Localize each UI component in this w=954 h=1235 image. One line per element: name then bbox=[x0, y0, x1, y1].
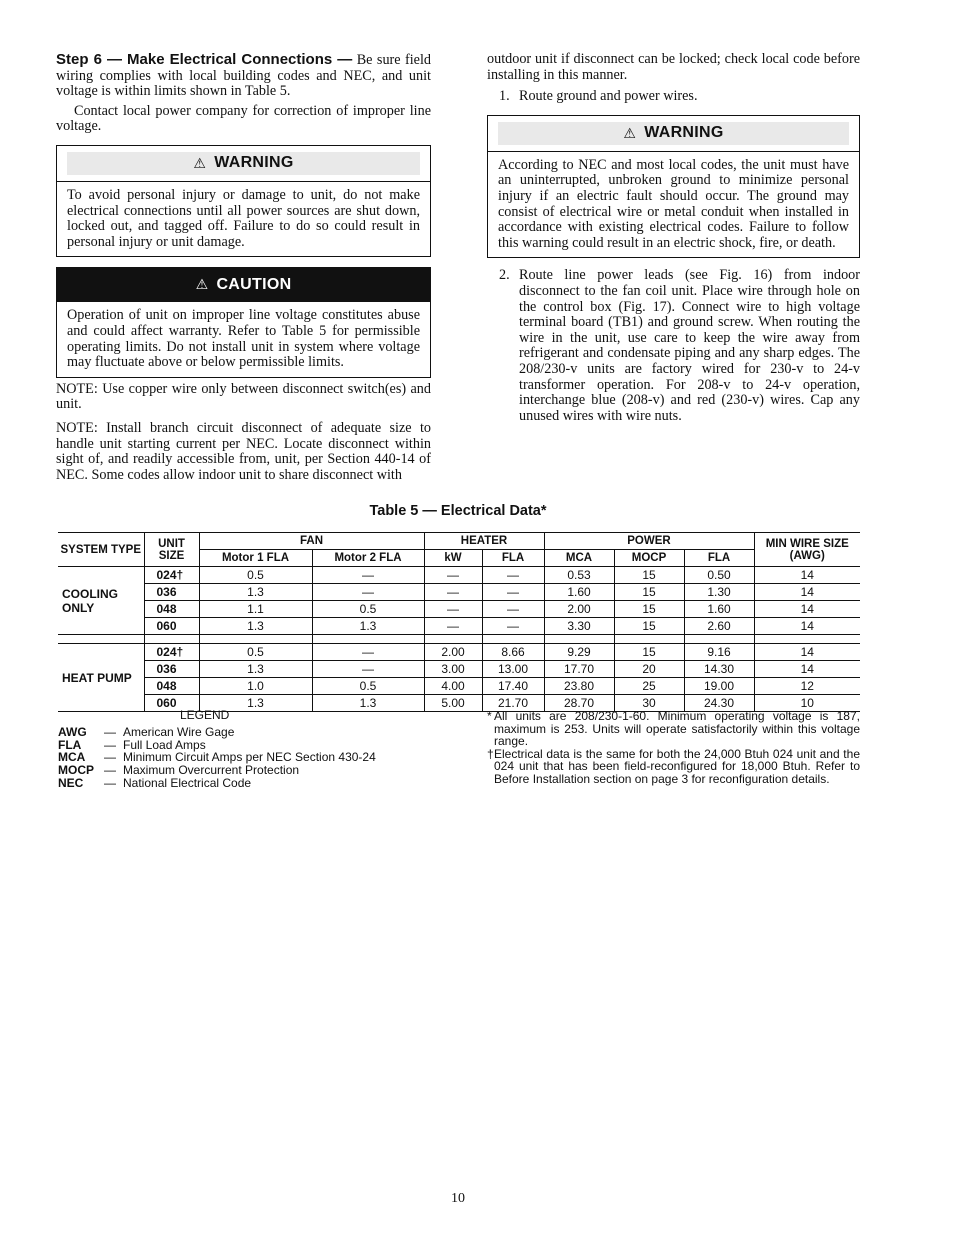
fan-motor-1-fla-cell: 1.0 bbox=[199, 678, 312, 695]
table-row bbox=[58, 661, 860, 678]
unit-size-cell: 048 bbox=[144, 601, 199, 618]
legend-description: American Wire Gage bbox=[123, 724, 235, 739]
caution-box bbox=[56, 267, 431, 377]
legend-dash: — bbox=[104, 750, 116, 765]
heater-kw-cell: — bbox=[424, 618, 482, 635]
separator-cell bbox=[199, 635, 312, 644]
heater-kw-cell: 4.00 bbox=[424, 678, 482, 695]
separator-cell bbox=[614, 635, 684, 644]
table-row bbox=[58, 644, 860, 661]
min-wire-size-cell: 14 bbox=[754, 601, 860, 618]
fan-motor-1-fla-cell: 1.1 bbox=[199, 601, 312, 618]
power-mocp-cell: 30 bbox=[614, 695, 684, 712]
fan-motor-1-fla-cell: 0.5 bbox=[199, 567, 312, 584]
legend-item bbox=[58, 764, 478, 777]
legend-dash: — bbox=[104, 775, 116, 790]
note-branch-disconnect: NOTE: Install branch circuit disconnect of adequate size to handle unit starting current per NEC. Locate disconnect within sight of, and readily accessible from, unit, per Section 440-14 of NEC. Some codes allow indoor unit to share disconnect with bbox=[56, 419, 431, 483]
warning-text: To avoid personal injury or damage to unit, do not make electrical connections until all power sources are shut down, locked out, and tagged off. Failure to do so could result in personal injury or unit damage. bbox=[67, 186, 420, 250]
power-mca-cell: 1.60 bbox=[544, 584, 614, 601]
power-mocp-cell: 15 bbox=[614, 601, 684, 618]
power-mca-cell: 0.53 bbox=[544, 567, 614, 584]
footnote-text: All units are 208/230-1-60. Minimum operating voltage is 187, maximum is 253. Units will operate satisfactorily within this voltage range. bbox=[494, 709, 860, 749]
legend-dash: — bbox=[104, 737, 116, 752]
footnote bbox=[487, 710, 860, 748]
separator-cell bbox=[58, 635, 144, 644]
ground-warning-title: WARNING bbox=[644, 124, 724, 142]
header-mca: MCA bbox=[544, 550, 614, 567]
legend-description: Minimum Circuit Amps per NEC Section 430-24 bbox=[123, 750, 376, 765]
electrical-data-table bbox=[58, 532, 860, 712]
fan-motor-2-fla-cell: — bbox=[312, 567, 424, 584]
step-1-text: Route ground and power wires. bbox=[519, 88, 698, 105]
table-body bbox=[58, 567, 860, 712]
note-copper-wire: NOTE: Use copper wire only between disconnect switch(es) and unit. bbox=[56, 380, 431, 413]
power-mocp-cell: 15 bbox=[614, 584, 684, 601]
step-2-text: Route line power leads (see Fig. 16) from indoor disconnect to the fan coil unit. Place wire through hole on the control box (Fig. 17). Connect wire to high voltage terminal board (TB1) and ground screw. When routing the wire in the unit, use care to keep the wire away from refrigerant and condensate piping and any sharp edges. The 208/230-v units are factory wired for 230-v to 24-v transformer operation. For 208-v to 24-v operation, interchange blue (208-v) and red (230-v) wires. Cap any unused wires with wire nuts. bbox=[519, 267, 860, 424]
unit-size-cell: 036 bbox=[144, 661, 199, 678]
table-row bbox=[58, 601, 860, 618]
warning-title: WARNING bbox=[214, 154, 294, 172]
ground-warning-title-bar bbox=[498, 122, 849, 145]
power-fla-cell: 1.30 bbox=[684, 584, 754, 601]
system-type-cell: COOLING ONLY bbox=[58, 567, 144, 635]
header-mocp: MOCP bbox=[614, 550, 684, 567]
caution-text: Operation of unit on improper line voltage constitutes abuse and could affect warranty. Refer to Table 5 for permissible operating limits. Do not install unit in system where voltage may fluctuate above or below permissible limits. bbox=[57, 301, 430, 376]
heater-kw-cell: — bbox=[424, 584, 482, 601]
min-wire-size-cell: 12 bbox=[754, 678, 860, 695]
heater-kw-cell: 5.00 bbox=[424, 695, 482, 712]
warning-box bbox=[56, 145, 431, 257]
caution-triangle-icon: ⚠ bbox=[195, 276, 209, 293]
heater-fla-cell: — bbox=[482, 584, 544, 601]
continued-paragraph: outdoor unit if disconnect can be locked; check local code before installing in this manner. bbox=[487, 51, 860, 83]
header-system-type: SYSTEM TYPE bbox=[58, 533, 144, 567]
heater-kw-cell: — bbox=[424, 601, 482, 618]
fan-motor-1-fla-cell: 0.5 bbox=[199, 644, 312, 661]
step-1 bbox=[487, 89, 860, 105]
header-motor-1-fla: Motor 1 FLA bbox=[199, 550, 312, 567]
power-mocp-cell: 15 bbox=[614, 644, 684, 661]
power-fla-cell: 19.00 bbox=[684, 678, 754, 695]
warning-title-bar bbox=[67, 152, 420, 175]
power-mca-cell: 17.70 bbox=[544, 661, 614, 678]
legend-abbreviation: AWG bbox=[58, 724, 87, 739]
unit-size-cell: 024† bbox=[144, 644, 199, 661]
header-power: POWER bbox=[544, 533, 754, 550]
separator-cell bbox=[754, 635, 860, 644]
footnote-text: Electrical data is the same for both the 24,000 Btuh 024 unit and the 024 unit that has been field-reconfigured for 18,000 Btuh. Refer to Before Installation section on page 3 for reconfiguration details. bbox=[494, 746, 860, 786]
min-wire-size-cell: 14 bbox=[754, 567, 860, 584]
legend-description: National Electrical Code bbox=[123, 775, 252, 790]
fan-motor-2-fla-cell: 1.3 bbox=[312, 618, 424, 635]
table-footnotes bbox=[487, 710, 860, 786]
right-column bbox=[487, 52, 860, 424]
power-fla-cell: 24.30 bbox=[684, 695, 754, 712]
power-fla-cell: 2.60 bbox=[684, 618, 754, 635]
power-mca-cell: 3.30 bbox=[544, 618, 614, 635]
step-6-paragraph bbox=[56, 52, 431, 100]
table-row bbox=[58, 567, 860, 584]
system-type-cell: HEAT PUMP bbox=[58, 644, 144, 712]
power-fla-cell: 1.60 bbox=[684, 601, 754, 618]
legend-title: LEGEND bbox=[180, 708, 230, 722]
separator-cell bbox=[544, 635, 614, 644]
header-unit-size: UNIT SIZE bbox=[144, 533, 199, 567]
legend-abbreviation: MCA bbox=[58, 750, 86, 765]
step-heading: Step 6 — Make Electrical Connections — bbox=[56, 51, 353, 68]
header-min-wire-size: MIN WIRE SIZE (AWG) bbox=[754, 533, 860, 567]
fan-motor-1-fla-cell: 1.3 bbox=[199, 618, 312, 635]
power-mocp-cell: 20 bbox=[614, 661, 684, 678]
steps-list-1 bbox=[487, 89, 860, 105]
unit-size-cell: 036 bbox=[144, 584, 199, 601]
header-power-fla: FLA bbox=[684, 550, 754, 567]
fan-motor-1-fla-cell: 1.3 bbox=[199, 584, 312, 601]
min-wire-size-cell: 14 bbox=[754, 644, 860, 661]
min-wire-size-cell: 14 bbox=[754, 618, 860, 635]
legend-item bbox=[58, 726, 478, 739]
ground-warning-triangle-icon: ⚠ bbox=[623, 124, 637, 141]
power-mocp-cell: 15 bbox=[614, 567, 684, 584]
heater-fla-cell: — bbox=[482, 618, 544, 635]
heater-fla-cell: 17.40 bbox=[482, 678, 544, 695]
legend bbox=[58, 709, 478, 790]
power-company-paragraph: Contact local power company for correction of improper line voltage. bbox=[56, 102, 431, 135]
footnote bbox=[487, 748, 860, 786]
header-fan: FAN bbox=[199, 533, 424, 550]
legend-item bbox=[58, 777, 478, 790]
unit-size-cell: 060 bbox=[144, 618, 199, 635]
group-separator bbox=[58, 635, 860, 644]
step-intro-text: Be sure field wiring complies with local building codes and NEC, and unit voltage is within limits shown in Table 5. bbox=[56, 52, 431, 100]
caution-title: CAUTION bbox=[216, 275, 292, 293]
steps-list-2 bbox=[487, 268, 860, 424]
separator-cell bbox=[684, 635, 754, 644]
warning-triangle-icon: ⚠ bbox=[193, 154, 207, 171]
fan-motor-2-fla-cell: — bbox=[312, 644, 424, 661]
power-mca-cell: 9.29 bbox=[544, 644, 614, 661]
heater-fla-cell: 13.00 bbox=[482, 661, 544, 678]
separator-cell bbox=[312, 635, 424, 644]
unit-size-cell: 024† bbox=[144, 567, 199, 584]
legend-dash: — bbox=[104, 724, 116, 739]
heater-kw-cell: 3.00 bbox=[424, 661, 482, 678]
power-mca-cell: 28.70 bbox=[544, 695, 614, 712]
fan-motor-2-fla-cell: 0.5 bbox=[312, 601, 424, 618]
heater-fla-cell: — bbox=[482, 567, 544, 584]
footnote-mark: † bbox=[487, 746, 494, 761]
separator-cell bbox=[424, 635, 482, 644]
ground-warning-box bbox=[487, 115, 860, 259]
heater-kw-cell: — bbox=[424, 567, 482, 584]
left-column bbox=[56, 52, 431, 483]
step-1-number: 1. bbox=[499, 88, 510, 105]
power-fla-cell: 0.50 bbox=[684, 567, 754, 584]
power-mocp-cell: 15 bbox=[614, 618, 684, 635]
legend-description: Full Load Amps bbox=[123, 737, 206, 752]
heater-kw-cell: 2.00 bbox=[424, 644, 482, 661]
separator-cell bbox=[482, 635, 544, 644]
heater-fla-cell: — bbox=[482, 601, 544, 618]
page-number: 10 bbox=[451, 1191, 465, 1206]
fan-motor-1-fla-cell: 1.3 bbox=[199, 661, 312, 678]
fan-motor-2-fla-cell: — bbox=[312, 584, 424, 601]
fan-motor-1-fla-cell: 1.3 bbox=[199, 695, 312, 712]
header-heater-kw: kW bbox=[424, 550, 482, 567]
unit-size-cell: 048 bbox=[144, 678, 199, 695]
fan-motor-2-fla-cell: 0.5 bbox=[312, 678, 424, 695]
step-2-number: 2. bbox=[499, 267, 510, 284]
separator-cell bbox=[144, 635, 199, 644]
step-2 bbox=[487, 268, 860, 424]
unit-size-cell: 060 bbox=[144, 695, 199, 712]
footnote-mark: * bbox=[487, 709, 492, 723]
table-title: Table 5 — Electrical Data* bbox=[369, 503, 547, 519]
min-wire-size-cell: 14 bbox=[754, 661, 860, 678]
power-mca-cell: 2.00 bbox=[544, 601, 614, 618]
legend-items bbox=[58, 726, 478, 790]
table-row bbox=[58, 618, 860, 635]
caution-title-bar bbox=[57, 268, 430, 301]
legend-abbreviation: NEC bbox=[58, 775, 84, 790]
legend-abbreviation: FLA bbox=[58, 737, 82, 752]
table-row bbox=[58, 584, 860, 601]
power-fla-cell: 14.30 bbox=[684, 661, 754, 678]
power-fla-cell: 9.16 bbox=[684, 644, 754, 661]
power-mca-cell: 23.80 bbox=[544, 678, 614, 695]
heater-fla-cell: 8.66 bbox=[482, 644, 544, 661]
power-mocp-cell: 25 bbox=[614, 678, 684, 695]
header-heater-fla: FLA bbox=[482, 550, 544, 567]
legend-abbreviation: MOCP bbox=[58, 763, 94, 778]
heater-fla-cell: 21.70 bbox=[482, 695, 544, 712]
min-wire-size-cell: 14 bbox=[754, 584, 860, 601]
legend-dash: — bbox=[104, 763, 116, 778]
table-row bbox=[58, 678, 860, 695]
header-heater: HEATER bbox=[424, 533, 544, 550]
min-wire-size-cell: 10 bbox=[754, 695, 860, 712]
fan-motor-2-fla-cell: 1.3 bbox=[312, 695, 424, 712]
legend-description: Maximum Overcurrent Protection bbox=[123, 763, 300, 778]
ground-warning-text: According to NEC and most local codes, the unit must have an uninterrupted, unbroken ground to minimize personal injury if an electric fault should occur. The ground may consist of electrical wire or metal conduit when installed in accordance with existing electrical codes. Failure to follow this warning could result in an electric shock, fire, or death. bbox=[498, 156, 849, 251]
header-motor-2-fla: Motor 2 FLA bbox=[312, 550, 424, 567]
fan-motor-2-fla-cell: — bbox=[312, 661, 424, 678]
